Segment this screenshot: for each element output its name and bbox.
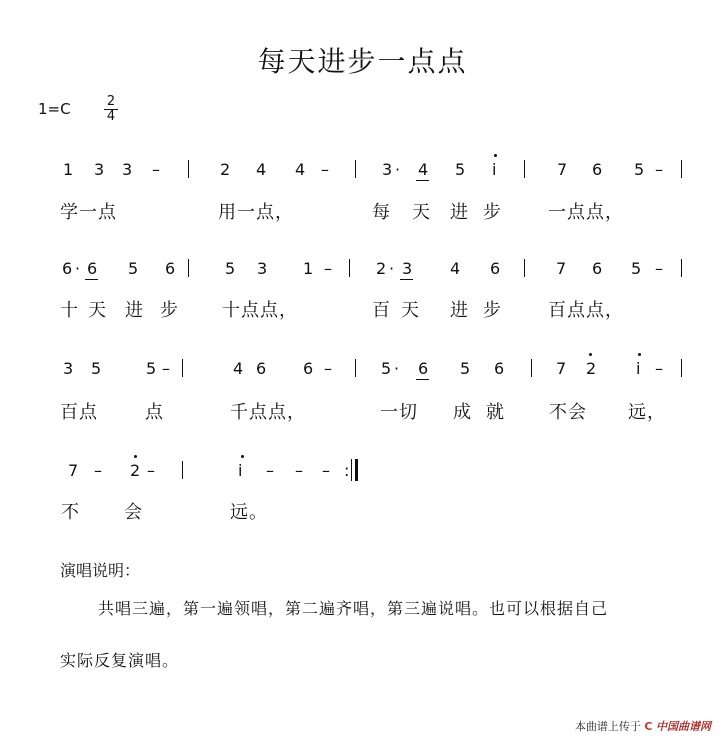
lyric: 学一点 bbox=[60, 202, 117, 223]
underline bbox=[85, 279, 98, 280]
note: 4 bbox=[418, 160, 429, 179]
note: 7 bbox=[557, 160, 568, 179]
barline bbox=[182, 359, 183, 377]
barline bbox=[349, 259, 350, 277]
note: 7 bbox=[556, 359, 567, 378]
note: 6 bbox=[165, 259, 176, 278]
note: 3 bbox=[63, 359, 74, 378]
note: – bbox=[162, 359, 170, 378]
lyric: 天 bbox=[88, 300, 107, 321]
note: 1 bbox=[63, 160, 74, 179]
lyric: 百 bbox=[372, 300, 391, 321]
barline bbox=[355, 160, 356, 178]
time-signature-bottom: 4 bbox=[106, 109, 116, 124]
note: – bbox=[655, 259, 663, 278]
lyric: 用一点， bbox=[218, 202, 294, 223]
note: 3 bbox=[257, 259, 268, 278]
barline bbox=[355, 359, 356, 377]
high-octave-dot bbox=[638, 353, 641, 356]
note: 5 bbox=[455, 160, 466, 179]
note: 6 bbox=[490, 259, 501, 278]
lyric: 会 bbox=[124, 502, 143, 523]
barline bbox=[524, 259, 525, 277]
note: 2 bbox=[220, 160, 231, 179]
note: 5 bbox=[146, 359, 157, 378]
lyric: 天 bbox=[412, 202, 431, 223]
note: 4 bbox=[256, 160, 267, 179]
note: 5 bbox=[381, 359, 392, 378]
lyric: 一点点， bbox=[548, 202, 624, 223]
note: 3 bbox=[94, 160, 105, 179]
note-dot: · bbox=[389, 259, 395, 278]
lyric: 天 bbox=[401, 300, 420, 321]
underline bbox=[416, 180, 429, 181]
note: 5 bbox=[634, 160, 645, 179]
lyric: 百点点， bbox=[548, 300, 624, 321]
performance-notes-line-1: 共唱三遍，第一遍领唱，第二遍齐唱，第三遍说唱。也可以根据自己 bbox=[98, 599, 609, 618]
footer-credit bbox=[575, 718, 711, 734]
note: 6 bbox=[62, 259, 73, 278]
note: i bbox=[492, 160, 497, 179]
note: – bbox=[295, 461, 303, 480]
note: 5 bbox=[460, 359, 471, 378]
lyric: 千点点， bbox=[230, 402, 306, 423]
note: 6 bbox=[592, 259, 603, 278]
page-title: 每天进步一点点 bbox=[257, 45, 468, 78]
note: 6 bbox=[87, 259, 98, 278]
lyric: 步 bbox=[483, 300, 502, 321]
high-octave-dot bbox=[589, 353, 592, 356]
note: 5 bbox=[225, 259, 236, 278]
note: 4 bbox=[233, 359, 244, 378]
note: 2 bbox=[586, 359, 597, 378]
note: 5 bbox=[128, 259, 139, 278]
note: 6 bbox=[256, 359, 267, 378]
lyric: 进 bbox=[450, 202, 469, 223]
barline bbox=[524, 160, 525, 178]
note: 1 bbox=[303, 259, 314, 278]
note: 4 bbox=[450, 259, 461, 278]
performance-notes-line-2: 实际反复演唱。 bbox=[60, 651, 180, 670]
underline bbox=[416, 379, 429, 380]
lyric: 每 bbox=[372, 202, 391, 223]
note: i bbox=[238, 461, 243, 480]
lyric: 远。 bbox=[230, 502, 268, 523]
barline bbox=[681, 259, 682, 277]
note: – bbox=[655, 359, 663, 378]
lyric: 一切 bbox=[380, 402, 418, 423]
underline bbox=[400, 279, 413, 280]
performance-notes-heading: 演唱说明： bbox=[60, 561, 141, 580]
lyric: 进 bbox=[450, 300, 469, 321]
note: – bbox=[322, 461, 330, 480]
note: – bbox=[147, 461, 155, 480]
note: 7 bbox=[556, 259, 567, 278]
note: 4 bbox=[295, 160, 306, 179]
lyric: 不会 bbox=[549, 402, 587, 423]
repeat-colon: : bbox=[344, 461, 350, 480]
note: – bbox=[321, 160, 329, 179]
barline bbox=[182, 461, 183, 479]
barline bbox=[681, 359, 682, 377]
note: i bbox=[636, 359, 641, 378]
lyric: 十点点， bbox=[222, 300, 298, 321]
lyric: 就 bbox=[486, 402, 505, 423]
note: 6 bbox=[494, 359, 505, 378]
barline bbox=[531, 359, 532, 377]
note: – bbox=[655, 160, 663, 179]
note: – bbox=[266, 461, 274, 480]
lyric: 成 bbox=[453, 402, 472, 423]
lyric: 百点 bbox=[60, 402, 98, 423]
note: 3 bbox=[122, 160, 133, 179]
site-logo-icon: C bbox=[644, 720, 653, 733]
note: 6 bbox=[418, 359, 429, 378]
note: 6 bbox=[303, 359, 314, 378]
high-octave-dot bbox=[134, 455, 137, 458]
note: 2 bbox=[376, 259, 387, 278]
lyric: 步 bbox=[160, 300, 179, 321]
note: 6 bbox=[592, 160, 603, 179]
lyric: 远， bbox=[628, 402, 666, 423]
note: 3 bbox=[382, 160, 393, 179]
note: – bbox=[94, 461, 102, 480]
site-brand[interactable]: 中国曲谱网 bbox=[656, 720, 711, 733]
time-signature-top: 2 bbox=[106, 94, 116, 109]
lyric: 进 bbox=[125, 300, 144, 321]
note-dot: · bbox=[395, 160, 401, 179]
barline bbox=[681, 160, 682, 178]
note: – bbox=[324, 259, 332, 278]
high-octave-dot bbox=[494, 154, 497, 157]
footer-prefix: 本曲谱上传于 bbox=[574, 720, 641, 733]
note-dot: · bbox=[75, 259, 81, 278]
note-dot: · bbox=[394, 359, 400, 378]
lyric: 十 bbox=[60, 300, 79, 321]
lyric: 点 bbox=[145, 402, 164, 423]
note: 7 bbox=[68, 461, 79, 480]
time-signature bbox=[104, 96, 118, 123]
note: 3 bbox=[402, 259, 413, 278]
high-octave-dot bbox=[241, 455, 244, 458]
lyric: 不 bbox=[61, 502, 80, 523]
note: 5 bbox=[631, 259, 642, 278]
note: – bbox=[152, 160, 160, 179]
lyric: 步 bbox=[483, 202, 502, 223]
barline bbox=[188, 259, 189, 277]
barline bbox=[188, 160, 189, 178]
note: 5 bbox=[91, 359, 102, 378]
note: – bbox=[324, 359, 332, 378]
note: 2 bbox=[130, 461, 141, 480]
key-signature: 1=C bbox=[38, 100, 71, 118]
